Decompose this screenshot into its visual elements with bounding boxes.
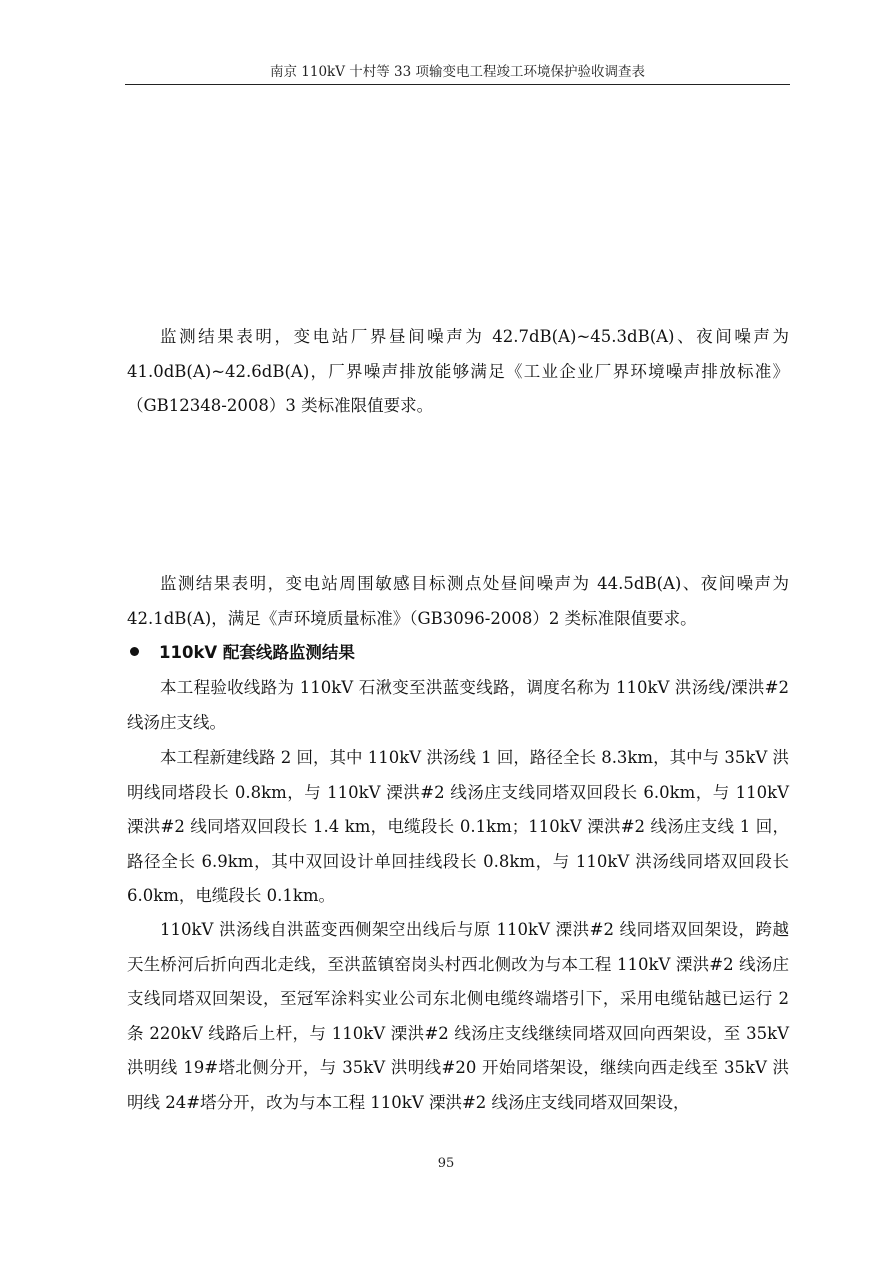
line-construction-paragraph: 本工程新建线路 2 回，其中 110kV 洪汤线 1 回，路径全长 8.3km，其中与 35kV 洪明线同塔段长 0.8km，与 110kV 溧洪#2 线汤庄支线同塔双回段长 6.0km，与 110kV 溧洪#2 线同塔双回段长 1.4 km，电缆段长 0.1km；110kV 溧洪#2 线汤庄支线 1 回，路径全长 6.9km，其中双回设计单回挂线段长 0.8km，与 110kV 洪汤线同塔双回段长 6.0km，电缆段长 0.1km。 <box>127 748 789 905</box>
page-header <box>125 62 790 85</box>
line-route-paragraph: 110kV 洪汤线自洪蓝变西侧架空出线后与原 110kV 溧洪#2 线同塔双回架设，跨越天生桥河后折向西北走线，至洪蓝镇窑岗头村西北侧改为与本工程 110kV 溧洪#2 线汤庄支线同塔双回架设，至冠军涂料实业公司东北侧电缆终端塔引下，采用电缆钻越已运行 2 条 220kV 线路后上杆，与 110kV 溧洪#2 线汤庄支线继续同塔双回向西架设，至 35kV 洪明线 19#塔北侧分开，与 35kV 洪明线#20 开始同塔架设，继续向西走线至 35kV 洪明线 24#塔分开，改为与本工程 110kV 溧洪#2 线汤庄支线同塔双回架设， <box>127 920 789 1112</box>
bullet-icon <box>130 647 139 656</box>
document-title: 南京 110kV 十村等 33 项输变电工程竣工环境保护验收调查表 <box>269 64 646 80</box>
line-overview-paragraph: 本工程验收线路为 110kV 石湫变至洪蓝变线路，调度名称为 110kV 洪汤线/溧洪#2 线汤庄支线。 <box>127 678 789 732</box>
section-heading <box>127 636 789 670</box>
noise-result-paragraph-1: 监测结果表明，变电站厂界昼间噪声为 42.7dB(A)~45.3dB(A)、夜间噪声为 41.0dB(A)~42.6dB(A)，厂界噪声排放能够满足《工业企业厂界环境噪声排放标准》（GB12348-2008）3 类标准限值要求。 <box>127 327 789 415</box>
page-number: 95 <box>437 1156 455 1171</box>
noise-result-paragraph-2: 监测结果表明，变电站周围敏感目标测点处昼间噪声为 44.5dB(A)、夜间噪声为 42.1dB(A)，满足《声环境质量标准》（GB3096-2008）2 类标准限值要求。 <box>127 574 789 628</box>
section-heading-text: 110kV 配套线路监测结果 <box>159 643 355 662</box>
